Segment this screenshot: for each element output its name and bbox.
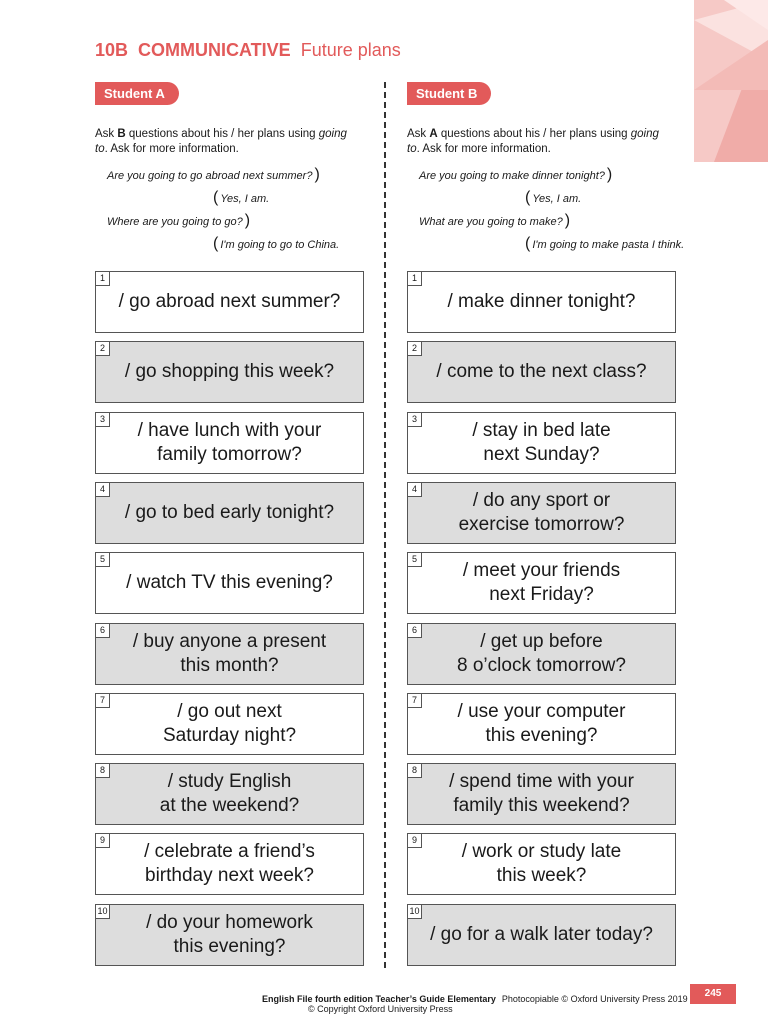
footer-line [262,994,688,1004]
page-number: 245 [690,984,736,1004]
example-answer: ( I'm going to go to China. [95,232,365,255]
student-b-cards [407,271,677,971]
question-card [95,271,364,333]
example-question: Are you going to make dinner tonight? ) [407,163,677,186]
card-number: 1 [408,272,422,286]
question-card [407,904,676,966]
card-prompt: / meet your friends next Friday? [462,560,621,606]
card-number: 10 [408,905,422,919]
student-a-cards [95,271,365,971]
student-b-examples [407,163,685,255]
card-prompt: / go for a walk later today? [430,923,653,945]
instruction-partner: A [429,128,438,140]
question-card [95,763,364,825]
instruction-text: . Ask for more information. [416,143,551,155]
card-prompt: / have lunch with your family tomorrow? [137,419,322,465]
instruction-partner: B [117,128,126,140]
cut-line [384,82,386,968]
card-prompt: / use your computer this evening? [457,700,626,746]
instruction-structure: going to [407,128,659,155]
card-prompt: / stay in bed late next Sunday? [472,419,611,465]
book-title: English File fourth edition Teacher’s Guide Elementary [262,994,496,1004]
card-prompt: / celebrate a friend’s birthday next week? [144,841,315,887]
student-a-column [95,82,365,255]
corner-decoration [694,0,768,162]
card-prompt: / go to bed early tonight? [124,501,335,523]
card-prompt: / go out next Saturday night? [162,700,297,746]
section-kind: COMMUNICATIVE [138,40,291,60]
card-prompt: / get up before 8 o’clock tomorrow? [457,630,626,676]
instruction-text: questions about his / her plans using [125,128,319,140]
card-prompt: / buy anyone a present this month? [132,630,327,676]
student-b-badge: Student B [407,82,491,105]
instruction-structure: going to [95,128,347,155]
example-question: Where are you going to go? ) [95,209,365,232]
student-a-badge: Student A [95,82,179,105]
page-title [95,40,401,61]
question-card [95,904,364,966]
instruction-text: Ask [95,128,118,140]
question-card [95,341,364,403]
card-number: 5 [96,553,110,567]
copyright-notice: © Copyright Oxford University Press [308,1004,453,1014]
section-topic: Future plans [300,40,401,60]
card-prompt: / spend time with your family this weekend? [449,771,634,817]
card-prompt: / make dinner tonight? [447,291,636,312]
card-prompt: / do any sport or exercise tomorrow? [458,489,625,535]
student-b-column [407,82,685,255]
student-b-instructions [407,127,667,157]
question-card [407,763,676,825]
card-number: 7 [408,694,422,708]
question-card [95,412,364,474]
instruction-text: Ask [407,128,430,140]
card-number: 4 [408,483,422,497]
student-a-instructions [95,127,355,157]
card-number: 2 [96,342,110,356]
card-prompt: / work or study late this week? [461,841,622,887]
question-card [95,693,364,755]
card-number: 6 [96,624,110,638]
card-number: 6 [408,624,422,638]
question-card [95,623,364,685]
card-number: 4 [96,483,110,497]
student-a-examples [95,163,365,255]
card-number: 9 [96,834,110,848]
question-card [407,412,676,474]
card-prompt: / go shopping this week? [124,361,335,383]
example-question: What are you going to make? ) [407,209,677,232]
question-card [407,623,676,685]
card-prompt: / do your homework this evening? [146,911,313,957]
card-number: 8 [408,764,422,778]
card-prompt: / watch TV this evening? [126,572,333,594]
question-card [407,482,676,544]
question-card [407,833,676,895]
card-prompt: / go abroad next summer? [118,291,341,312]
photocopiable-notice: Photocopiable © Oxford University Press 2019 [501,994,688,1004]
card-number: 2 [408,342,422,356]
card-number: 1 [96,272,110,286]
card-number: 5 [408,553,422,567]
example-answer: ( I'm going to make pasta I think. [407,232,677,255]
card-prompt: / come to the next class? [436,361,647,383]
instruction-text: questions about his / her plans using [437,128,631,140]
card-prompt: / study English at the weekend? [159,771,300,817]
question-card [407,693,676,755]
example-answer: ( Yes, I am. [407,186,677,209]
card-number: 3 [96,413,110,427]
question-card [95,833,364,895]
card-number: 9 [408,834,422,848]
example-question: Are you going to go abroad next summer? ) [95,163,365,186]
question-card [407,271,676,333]
instruction-text: . Ask for more information. [104,143,239,155]
lesson-code: 10B [95,40,129,60]
example-answer: ( Yes, I am. [95,186,365,209]
card-number: 8 [96,764,110,778]
card-number: 3 [408,413,422,427]
question-card [407,341,676,403]
card-number: 10 [96,905,110,919]
question-card [95,482,364,544]
question-card [95,552,364,614]
card-number: 7 [96,694,110,708]
question-card [407,552,676,614]
